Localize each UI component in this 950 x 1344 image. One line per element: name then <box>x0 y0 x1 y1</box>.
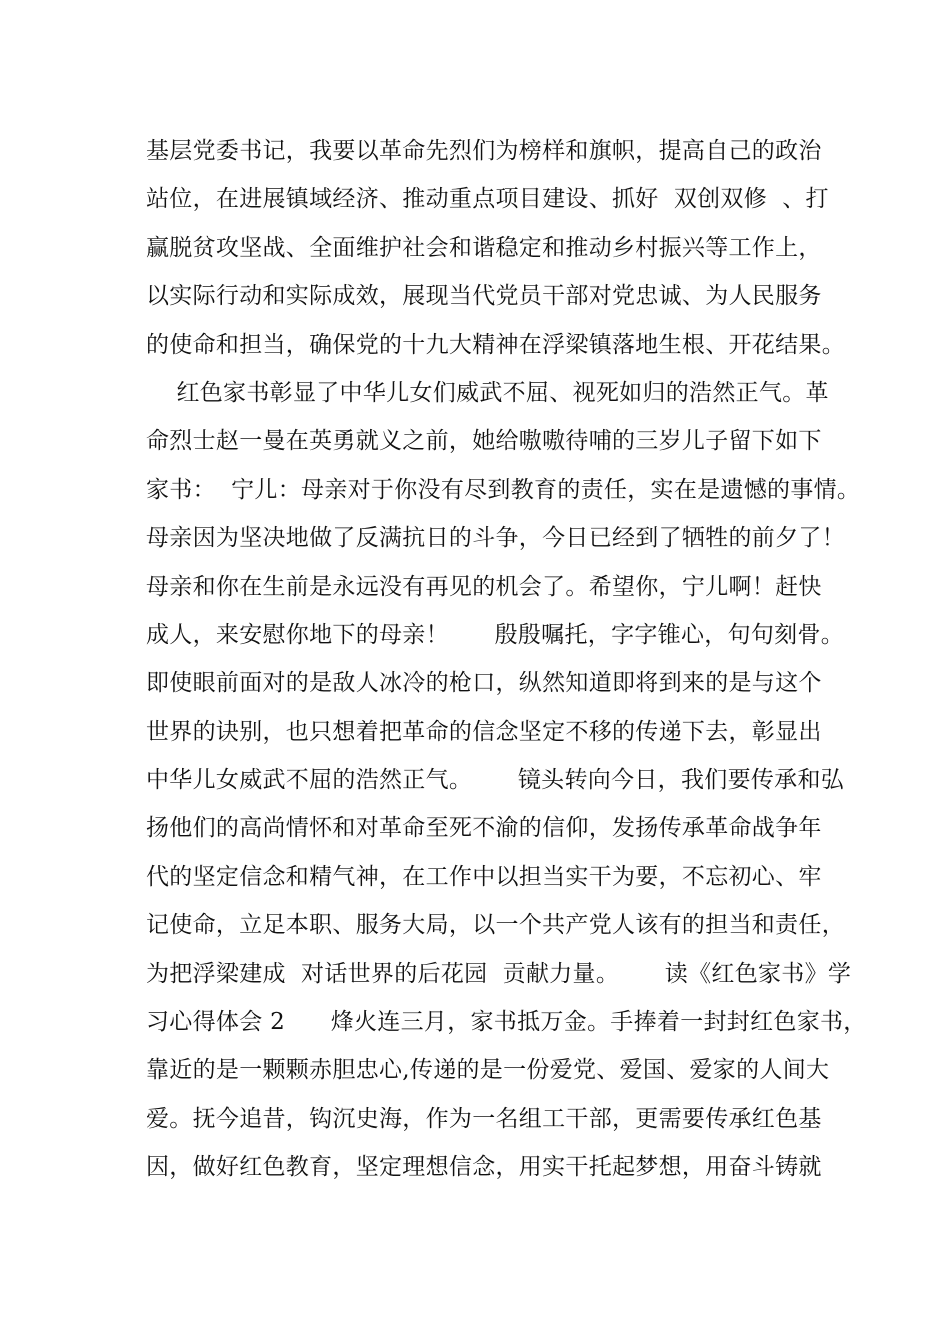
text-line: 爱。抚今追昔，钩沉史海，作为一名组工干部，更需要传承红色基 <box>146 1105 822 1132</box>
text-line: 习心得体会 2 烽火连三月，家书抵万金。手捧着一封封红色家书， <box>146 1009 867 1036</box>
text-line: 命烈士赵一曼在英勇就义之前，她给嗷嗷待哺的三岁儿子留下如下 <box>146 428 822 455</box>
text-line: 即使眼前面对的是敌人冰冷的枪口，纵然知道即将到来的是与这个 <box>146 670 822 697</box>
text-line: 母亲因为坚决地做了反满抗日的斗争，今日已经到了牺牲的前夕了！ <box>146 525 845 552</box>
text-line: 站位，在进展镇域经济、推动重点项目建设、抓好 双创双修 、打 <box>146 186 829 213</box>
text-line: 靠近的是一颗颗赤胆忠心,传递的是一份爱党、爱国、爱家的人间大 <box>146 1057 830 1084</box>
text-line: 赢脱贫攻坚战、全面维护社会和谐稳定和推动乡村振兴等工作上， <box>146 234 822 261</box>
text-line: 世界的诀别，也只想着把革命的信念坚定不移的传递下去，彰显出 <box>146 718 822 745</box>
text-line: 母亲和你在生前是永远没有再见的机会了。希望你，宁儿啊！赶快 <box>146 573 822 600</box>
text-line: 记使命，立足本职、服务大局，以一个共产党人该有的担当和责任， <box>146 912 845 939</box>
text-line: 基层党委书记，我要以革命先烈们为榜样和旗帜，提高自己的政治 <box>146 138 822 164</box>
text-line: 以实际行动和实际成效，展现当代党员干部对党忠诚、为人民服务 <box>146 283 822 310</box>
text-line: 成人，来安慰你地下的母亲！ 殷殷嘱托，字字锥心，句句刻骨。 <box>146 621 845 648</box>
text-line: 中华儿女威武不屈的浩然正气。 镜头转向今日，我们要传承和弘 <box>146 767 845 794</box>
text-line: 的使命和担当，确保党的十九大精神在浮梁镇落地生根、开花结果。 <box>146 331 845 358</box>
text-line: 为把浮梁建成 对话世界的后花园 贡献力量。 读《红色家书》学 <box>146 960 852 987</box>
text-line: 家书： 宁儿：母亲对于你没有尽到教育的责任，实在是遗憾的事情。 <box>146 476 861 503</box>
text-line: 扬他们的高尚情怀和对革命至死不渝的信仰，发扬传承革命战争年 <box>146 815 822 842</box>
text-line: 红色家书彰显了中华儿女们威武不屈、视死如归的浩然正气。革 <box>146 379 829 406</box>
body-text <box>146 127 867 1192</box>
text-line: 因，做好红色教育，坚定理想信念，用实干托起梦想，用奋斗铸就 <box>146 1154 822 1181</box>
text-line: 代的坚定信念和精气神，在工作中以担当实干为要，不忘初心、牢 <box>146 863 822 890</box>
